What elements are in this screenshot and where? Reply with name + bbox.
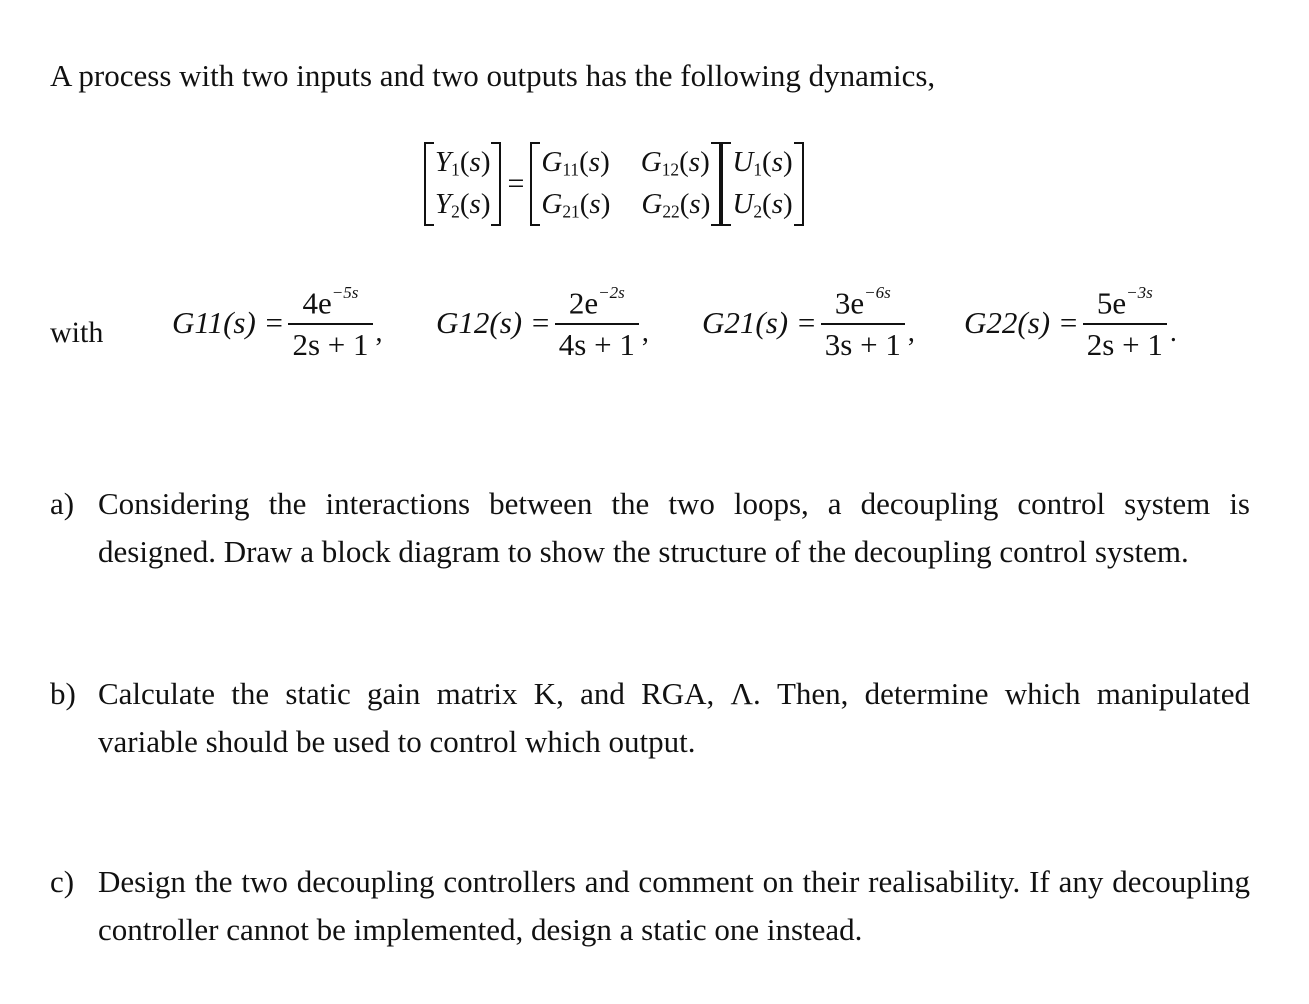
- question-text: Calculate the static gain matrix K, and RGA, Λ. Then, determine which manipulated variable should be used to control which output.: [98, 676, 1250, 759]
- tf-punct: .: [1169, 317, 1177, 349]
- question-text: Considering the interactions between the two loops, a decoupling control system is designed. Draw a block diagram to show the structure of the decoupling control system.: [98, 486, 1250, 569]
- process-gain-matrix: [530, 140, 721, 228]
- tf-fraction: [1083, 283, 1167, 363]
- equals-sign: =: [507, 167, 525, 200]
- tf-punct: ,: [641, 317, 649, 349]
- question-text: Design the two decoupling controllers and comment on their realisability. If any decoupling controller cannot be implemented, design a static one instead.: [98, 864, 1250, 947]
- with-label: with: [50, 316, 104, 349]
- tf-denominator: 3s + 1: [824, 327, 901, 363]
- matrix-g11: $G_{11}(s)$: [541, 145, 610, 180]
- tf-fraction: [821, 283, 905, 363]
- output-vector: [424, 140, 501, 228]
- tf-numerator: $5e^{-3s}$: [1096, 283, 1153, 321]
- tf-denominator: 2s + 1: [292, 327, 369, 363]
- tf-fraction: [288, 283, 372, 363]
- fraction-bar: [555, 323, 639, 325]
- question-label: a): [50, 486, 75, 521]
- matrix-g12: $G_{12}(s)$: [640, 145, 710, 180]
- transfer-function-g22: [964, 283, 1177, 363]
- input-u1: $U_1(s)$: [732, 145, 793, 180]
- tf-punct: ,: [375, 317, 383, 349]
- question-label: b): [50, 676, 76, 711]
- tf-numerator: $2e^{-2s}$: [568, 283, 625, 321]
- tf-numerator: $4e^{-5s}$: [302, 283, 359, 321]
- transfer-function-g21: [702, 283, 915, 363]
- tf-lhs: G11(s) =: [172, 305, 285, 341]
- matrix-g22: $G_{22}(s)$: [641, 187, 711, 222]
- output-y1: $Y_1(s)$: [435, 145, 491, 180]
- tf-lhs: G22(s) =: [964, 305, 1079, 341]
- question-label: c): [50, 864, 75, 899]
- tf-punct: ,: [907, 317, 915, 349]
- question-b: [50, 670, 1250, 766]
- fraction-bar: [821, 323, 905, 325]
- tf-fraction: [555, 283, 639, 363]
- intro-text: A process with two inputs and two outputs has the following dynamics,: [50, 58, 936, 93]
- transfer-function-g11: [172, 283, 383, 363]
- fraction-bar: [288, 323, 372, 325]
- fraction-bar: [1083, 323, 1167, 325]
- tf-numerator: $3e^{-6s}$: [834, 283, 891, 321]
- matrix-g21: $G_{21}(s)$: [541, 187, 611, 222]
- tf-lhs: G12(s) =: [436, 305, 551, 341]
- question-c: [50, 858, 1250, 954]
- output-y2: $Y_2(s)$: [435, 187, 491, 222]
- tf-denominator: 4s + 1: [558, 327, 635, 363]
- input-vector: [721, 140, 803, 228]
- input-u2: $U_2(s)$: [732, 187, 793, 222]
- tf-denominator: 2s + 1: [1086, 327, 1163, 363]
- matrix-equation: [424, 140, 804, 228]
- transfer-function-g12: [436, 283, 649, 363]
- question-a: [50, 480, 1250, 576]
- tf-lhs: G21(s) =: [702, 305, 817, 341]
